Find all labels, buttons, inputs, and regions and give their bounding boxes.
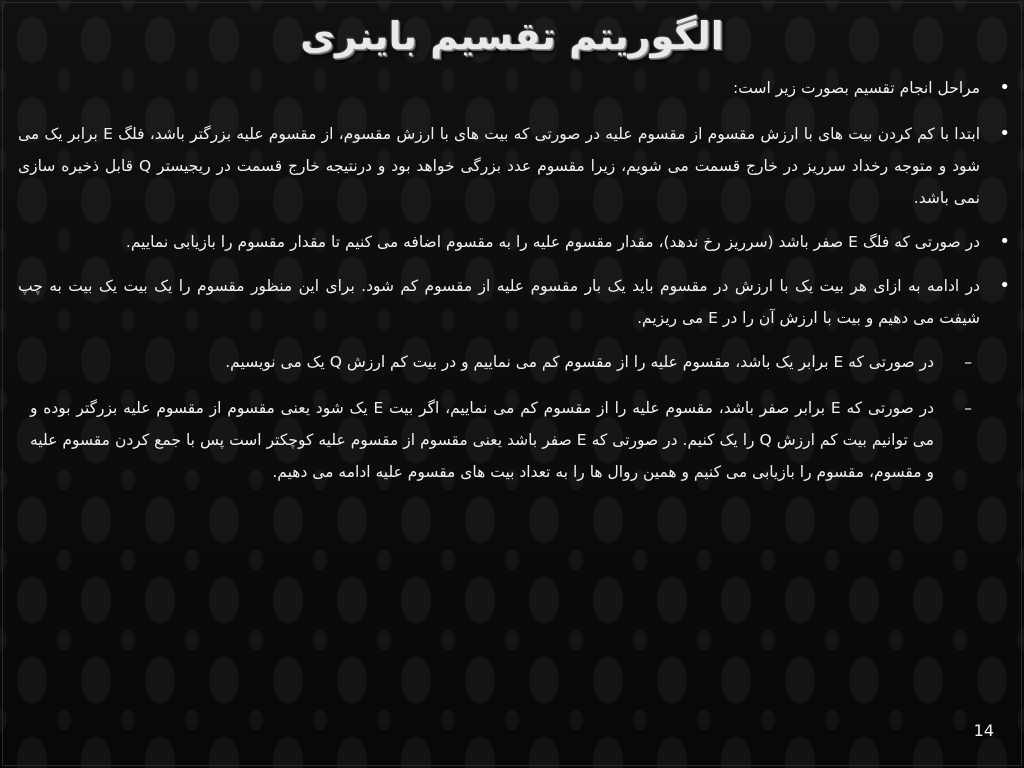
slide-content [18,72,1018,502]
bullet-text-4: در ادامه به ازای هر بیت یک با ارزش در مقسوم باید یک بار مقسوم علیه از مقسوم کم شود. برای این منظور مقسوم را یک بیت یک بیت به چپ شیفت می دهیم و بیت با ارزش آن را در E می ریزیم. [18,277,980,327]
slide-title: الگوریتم تقسیم باینری [300,14,724,58]
bullet-item-2 [18,118,1018,214]
sub-item-text-1: در صورتی که E برابر یک باشد، مقسوم علیه را از مقسوم کم می نماییم و در بیت کم ارزش Q یک می نویسیم. [225,353,934,371]
bullet-icon: • [999,275,1010,296]
bullet-text-3: در صورتی که فلگ E صفر باشد (سرریز رخ ندهد)، مقدار مقسوم علیه را به مقسوم اضافه می کنیم تا مقدار مقسوم را بازیابی نماییم. [125,233,980,251]
bullet-text-1: مراحل انجام تقسیم بصورت زیر است: [733,79,980,97]
sub-item-1 [18,346,1018,378]
sub-item-2 [30,392,1018,488]
bullet-item-1 [18,72,1018,104]
bullet-icon: • [999,123,1010,144]
bullet-icon: • [999,77,1010,98]
sub-item-text-2: در صورتی که E برابر صفر باشد، مقسوم علیه را از مقسوم کم می نماییم، اگر بیت E یک شود یعنی مقسوم از مقسوم علیه بزرگتر بوده و می توانیم بیت کم ارزش Q را یک کنیم. در صورتی که E صفر باشد یعنی مقسوم از مقسوم علیه کوچکتر است پس با جمع کردن مقسوم علیه و مقسوم، مقسوم را بازیابی می کنیم و همین روال ها را به تعداد بیت های مقسوم علیه ادامه می دهیم. [30,399,934,481]
bullet-list [18,72,1018,488]
dash-icon: – [964,353,972,371]
bullet-icon: • [999,231,1010,252]
page-number: 14 [973,721,994,740]
dash-icon: – [964,399,972,417]
bullet-item-4 [18,270,1018,334]
bullet-text-2: ابتدا با کم کردن بیت های با ارزش مقسوم از مقسوم علیه در صورتی که بیت های با ارزش مقسوم، از مقسوم علیه بزرگتر باشد، فلگ E برابر یک می شود و متوجه رخداد سرریز در خارج قسمت می شویم، زیرا مقسوم عدد بزرگی خواهد بود و درنتیجه خارج قسمت در ریجیستر Q قابل ذخیره سازی نمی باشد. [18,125,981,207]
bullet-item-3 [18,226,1018,258]
